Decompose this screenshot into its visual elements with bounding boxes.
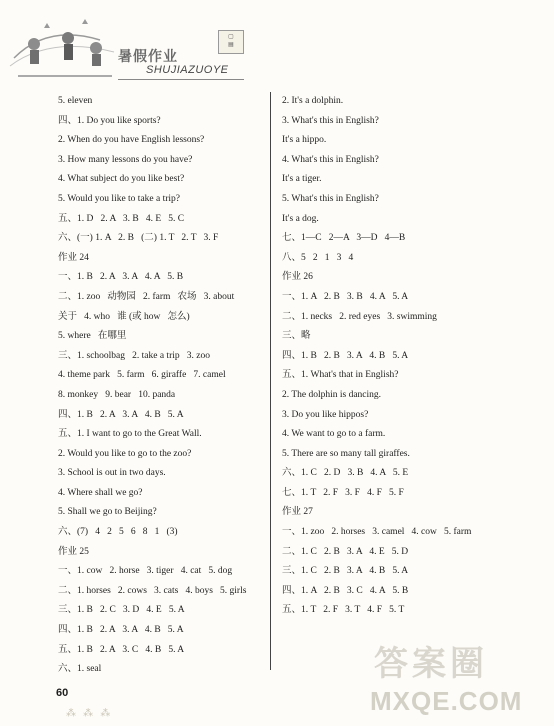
answer-line: 四、1. B 2. A 3. A 4. B 5. A bbox=[58, 409, 184, 420]
answer-line: 4. Where shall we go? bbox=[58, 487, 143, 498]
answer-line: 四、1. Do you like sports? bbox=[58, 115, 161, 126]
answer-line: 五、1. T 2. F 3. T 4. F 5. T bbox=[282, 605, 405, 616]
answer-line: 2. When do you have English lessons? bbox=[58, 135, 205, 146]
answer-line: 四、1. B 2. A 3. A 4. B 5. A bbox=[58, 625, 184, 636]
answer-line: 3. How many lessons do you have? bbox=[58, 154, 193, 165]
answer-line: 三、1. B 2. C 3. D 4. E 5. A bbox=[58, 605, 185, 616]
answer-line: 二、1. horses 2. cows 3. cats 4. boys 5. girls bbox=[58, 585, 247, 596]
answer-line: 三、略 bbox=[282, 331, 311, 342]
children-playing-illustration bbox=[8, 18, 118, 80]
answer-line: 5. Shall we go to Beijing? bbox=[58, 507, 157, 518]
answer-line: 五、1. What's that in English? bbox=[282, 370, 399, 381]
answer-line: 2. The dolphin is dancing. bbox=[282, 389, 382, 400]
answer-line: 5. eleven bbox=[58, 96, 93, 106]
answer-line: 六、(一) 1. A 2. B (二) 1. T 2. T 3. F bbox=[58, 233, 219, 244]
answer-line: 一、1. cow 2. horse 3. tiger 4. cat 5. dog bbox=[58, 566, 233, 577]
page-number: 60 bbox=[56, 687, 69, 699]
answer-line: 4. We want to go to a farm. bbox=[282, 429, 386, 440]
answer-line: 八、5 2 1 3 4 bbox=[282, 252, 354, 263]
section-heading: 作业 24 bbox=[58, 252, 89, 263]
answer-line: 3. School is out in two days. bbox=[58, 468, 166, 479]
answer-line: It's a tiger. bbox=[282, 174, 322, 185]
answer-line: 4. theme park 5. farm 6. giraffe 7. camel bbox=[58, 370, 226, 381]
footer-decoration: ⁂ ⁂ ⁂ bbox=[66, 708, 113, 719]
answer-line: 五、1. B 2. A 3. C 4. B 5. A bbox=[58, 644, 185, 655]
answer-line: 四、1. B 2. B 3. A 4. B 5. A bbox=[282, 350, 409, 361]
watermark-text-bottom: MXQE.COM bbox=[370, 686, 523, 716]
answer-line: 5. There are so many tall giraffes. bbox=[282, 448, 410, 459]
answer-line: 五、1. D 2. A 3. B 4. E 5. C bbox=[58, 213, 185, 224]
answer-line: 5. Would you like to take a trip? bbox=[58, 193, 181, 204]
answer-line: 4. What's this in English? bbox=[282, 154, 379, 165]
answer-line: 3. What's this in English? bbox=[282, 115, 379, 126]
left-answer-column bbox=[58, 92, 264, 680]
answer-line: 关于 4. who 谁 (或 how 怎么) bbox=[58, 311, 190, 322]
answer-line: 五、1. I want to go to the Great Wall. bbox=[58, 429, 202, 440]
answer-line: 2. It's a dolphin. bbox=[282, 96, 344, 106]
answer-line: It's a dog. bbox=[282, 213, 319, 224]
answer-line: 二、1. zoo 动物园 2. farm 农场 3. about bbox=[58, 291, 235, 302]
answer-line: 一、1. A 2. B 3. B 4. A 5. A bbox=[282, 291, 409, 302]
section-heading: 作业 27 bbox=[282, 507, 313, 518]
stamp-icon: ▢ ▤ bbox=[218, 30, 244, 54]
answer-line: 三、1. C 2. B 3. A 4. B 5. A bbox=[282, 566, 409, 577]
answer-line: 六、(7) 4 2 5 6 8 1 (3) bbox=[58, 527, 178, 538]
answer-line: 5. What's this in English? bbox=[282, 193, 379, 204]
answer-line: 8. monkey 9. bear 10. panda bbox=[58, 389, 176, 400]
answer-line: 4. What subject do you like best? bbox=[58, 174, 185, 185]
column-divider bbox=[270, 92, 271, 670]
answer-line: 四、1. A 2. B 3. C 4. A 5. B bbox=[282, 585, 409, 596]
section-heading: 作业 26 bbox=[282, 272, 313, 283]
header-underline bbox=[118, 79, 244, 80]
answer-line: 三、1. schoolbag 2. take a trip 3. zoo bbox=[58, 350, 210, 361]
answer-line: 二、1. C 2. B 3. A 4. E 5. D bbox=[282, 546, 409, 557]
right-answer-column bbox=[282, 92, 522, 621]
answer-line: 5. where 在哪里 bbox=[58, 331, 127, 342]
watermark-text-top: 答案圈 bbox=[374, 644, 488, 684]
header-subtitle: SHUJIAZUOYE bbox=[146, 64, 229, 76]
answer-line: 一、1. B 2. A 3. A 4. A 5. B bbox=[58, 272, 184, 283]
answer-line: 六、1. C 2. D 3. B 4. A 5. E bbox=[282, 468, 409, 479]
answer-line: 3. Do you like hippos? bbox=[282, 409, 369, 420]
watermark-logo bbox=[352, 636, 548, 722]
answer-line: 七、1—C 2—A 3—D 4—B bbox=[282, 233, 406, 244]
answer-line: 一、1. zoo 2. horses 3. camel 4. cow 5. farm bbox=[282, 527, 472, 538]
header-title: 暑假作业 bbox=[118, 49, 178, 65]
answer-line: 七、1. T 2. F 3. F 4. F 5. F bbox=[282, 487, 404, 498]
answer-line: It's a hippo. bbox=[282, 135, 327, 146]
answer-line: 六、1. seal bbox=[58, 664, 102, 675]
page-header bbox=[0, 0, 554, 86]
answer-line: 二、1. necks 2. red eyes 3. swimming bbox=[282, 311, 437, 322]
section-heading: 作业 25 bbox=[58, 546, 89, 557]
answer-line: 2. Would you like to go to the zoo? bbox=[58, 448, 192, 459]
